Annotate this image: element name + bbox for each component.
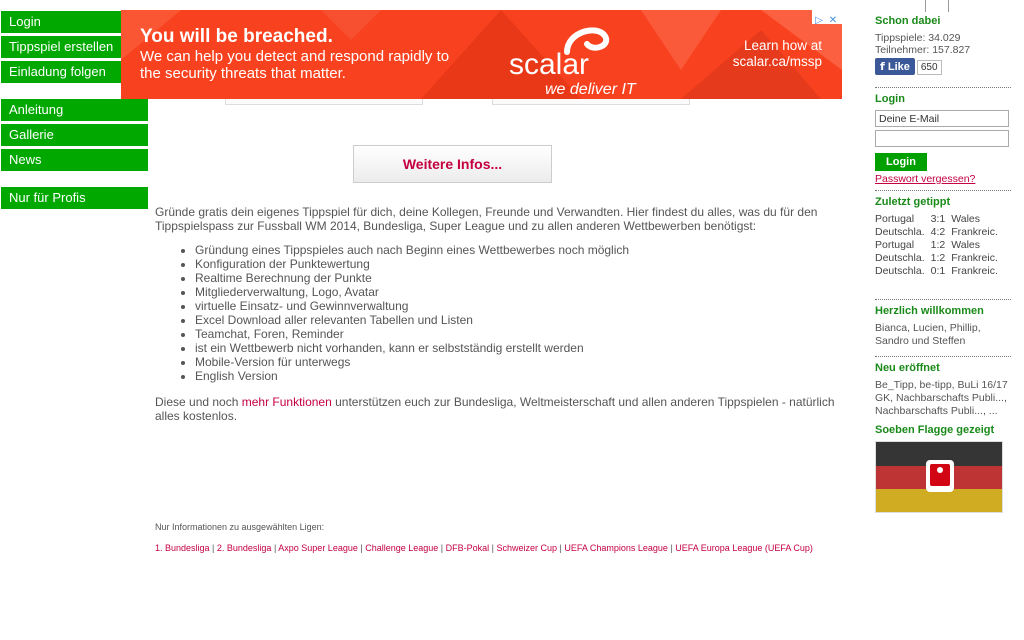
facebook-icon: f	[880, 60, 885, 73]
list-item: • Mitgliederverwaltung, Logo, Avatar	[195, 285, 629, 299]
ad-banner[interactable]	[121, 10, 842, 99]
close-icon[interactable]: ✕	[828, 15, 838, 26]
tip-score: 1:2	[930, 239, 946, 251]
welcome-panel	[875, 305, 1011, 348]
table-row	[875, 239, 1004, 252]
table-row	[875, 213, 1004, 226]
table-row	[875, 226, 1004, 239]
facebook-like-label: Like	[887, 61, 910, 73]
ad-choices[interactable]	[812, 10, 842, 24]
list-item: • Mobile-Version für unterwegs	[195, 355, 629, 369]
outro-text	[155, 395, 855, 423]
flag-graphic	[876, 442, 1002, 512]
tippspiele-count: Tippspiele: 34.029	[875, 32, 961, 44]
league-link-bundesliga-1[interactable]: 1. Bundesliga	[155, 543, 210, 553]
tip-home: Deutschla.	[875, 252, 925, 264]
nav-einladung-folgen[interactable]: Einladung folgen	[1, 61, 148, 83]
list-item: • English Version	[195, 369, 629, 383]
facebook-like-button[interactable]	[875, 58, 915, 75]
recent-tips-table	[875, 213, 1004, 278]
main-nav-middle	[1, 99, 148, 174]
table-row	[875, 265, 1004, 278]
tip-score: 1:2	[930, 252, 946, 264]
welcome-heading: Herzlich willkommen	[875, 305, 984, 317]
tip-home: Deutschla.	[875, 265, 925, 277]
list-item: • virtuelle Einsatz- und Gewinnverwaltung	[195, 299, 629, 313]
ad-cta-line1: Learn how at	[743, 38, 822, 53]
email-field[interactable]	[875, 110, 1009, 127]
league-link-dfb-pokal[interactable]: DFB-Pokal	[445, 543, 490, 553]
facebook-like-count: 650	[917, 60, 942, 75]
tip-home: Portugal	[875, 239, 915, 251]
ad-cta[interactable]	[733, 38, 822, 70]
ad-subtext: We can help you detect and respond rapidly to the security threats that matter.	[140, 48, 450, 82]
sidebar-divider	[875, 190, 1011, 191]
leagues-links: 1. Bundesliga | 2. Bundesliga | Axpo Super League | Challenge League | DFB-Pokal | Schweizer Cup | UEFA Champions League | UEFA Europa League (UEFA Cup)	[155, 543, 813, 553]
login-panel	[875, 93, 1011, 185]
tip-away: Frankreic.	[951, 252, 998, 264]
feature-list	[155, 243, 629, 383]
nav-gallerie[interactable]: Gallerie	[1, 124, 148, 146]
ad-cta-line2: scalar.ca/mssp	[732, 54, 822, 69]
zuletzt-getippt-heading: Zuletzt getippt	[875, 196, 951, 208]
password-field[interactable]	[875, 130, 1009, 147]
leagues-footnote: Nur Informationen zu ausgewählten Ligen:	[155, 522, 325, 532]
stats-panel	[875, 15, 1011, 75]
flag-panel	[875, 424, 1011, 513]
table-row	[875, 252, 1004, 265]
top-marks	[925, 0, 949, 12]
league-link-europa-league[interactable]: UEFA Europa League (UEFA Cup)	[675, 543, 813, 553]
schon-dabei-heading: Schon dabei	[875, 15, 941, 27]
tip-score: 3:1	[930, 213, 946, 225]
list-item: • Excel Download aller relevanten Tabellen und Listen	[195, 313, 629, 327]
league-link-axpo[interactable]: Axpo Super League	[278, 543, 358, 553]
neu-eroeffnet-heading: Neu eröffnet	[875, 362, 940, 374]
list-item: • ist ein Wettbewerb nicht vorhanden, kann er selbstständig erstellt werden	[195, 341, 629, 355]
league-link-bundesliga-2[interactable]: 2. Bundesliga	[216, 543, 272, 553]
intro-text: Gründe gratis dein eigenes Tippspiel für dich, deine Kollegen, Freunde und Verwandten. Hier findest du alles, was du für den Tippspielspass zur Fussball WM 2014, Bundesliga, Super League und zu allen anderen Wettbewerben benötigst:	[155, 205, 818, 233]
forgot-password-link[interactable]: Passwort vergessen?	[875, 173, 976, 185]
tip-home: Deutschla.	[875, 226, 925, 238]
ad-brand: scalar	[509, 48, 590, 81]
recent-tips-panel	[875, 196, 1011, 278]
new-games-list: Be_Tipp, be-tipp, BuLi 16/17 GK, Nachbarschafts Publi..., Nachbarschafts Publi..., ...	[875, 379, 1008, 417]
mehr-funktionen-link[interactable]: mehr Funktionen	[241, 395, 332, 409]
list-item: • Konfiguration der Punktewertung	[195, 257, 629, 271]
main-nav-profi	[1, 187, 148, 212]
weitere-infos-button[interactable]: Weitere Infos...	[353, 145, 552, 183]
ad-logo	[509, 22, 649, 98]
nav-tippspiel-erstellen[interactable]: Tippspiel erstellen	[1, 36, 148, 58]
login-heading: Login	[875, 93, 905, 105]
tip-home: Portugal	[875, 213, 915, 225]
nav-login[interactable]: Login	[1, 11, 148, 33]
sidebar-divider	[875, 299, 1011, 300]
bundesliga-flag-image[interactable]	[875, 441, 1003, 513]
list-item: • Teamchat, Foren, Reminder	[195, 327, 629, 341]
list-item: • Gründung eines Tippspieles auch nach Beginn eines Wettbewerbes noch möglich	[195, 243, 629, 257]
flagge-heading: Soeben Flagge gezeigt	[875, 424, 995, 436]
tip-away: Wales	[951, 213, 981, 225]
ad-tagline: we deliver IT	[545, 81, 636, 98]
adchoices-icon[interactable]: ▷	[815, 15, 823, 26]
league-link-challenge[interactable]: Challenge League	[365, 543, 439, 553]
nav-news[interactable]: News	[1, 149, 148, 171]
outro-after: unterstützen euch zur Bundesliga, Weltmeisterschaft und allen anderen Tippspielen - natürlich alles kostenlos.	[155, 395, 835, 423]
login-button[interactable]: Login	[875, 153, 927, 171]
ad-headline: You will be breached.	[140, 26, 333, 47]
tip-away: Wales	[951, 239, 981, 251]
league-link-champions-league[interactable]: UEFA Champions League	[564, 543, 668, 553]
tip-score: 4:2	[930, 226, 946, 238]
sidebar-divider	[875, 87, 1011, 88]
tip-away: Frankreic.	[951, 226, 998, 238]
list-item: • Realtime Berechnung der Punkte	[195, 271, 629, 285]
tip-score: 0:1	[930, 265, 946, 277]
tip-away: Frankreic.	[951, 265, 998, 277]
facebook-like	[875, 58, 1011, 75]
outro-before: Diese und noch	[155, 395, 242, 409]
league-link-schweizer-cup[interactable]: Schweizer Cup	[496, 543, 558, 553]
nav-nur-fuer-profis[interactable]: Nur für Profis	[1, 187, 148, 209]
welcome-names: Bianca, Lucien, Phillip, Sandro und Steffen	[875, 322, 981, 347]
new-games-panel	[875, 362, 1011, 418]
nav-anleitung[interactable]: Anleitung	[1, 99, 148, 121]
teilnehmer-count: Teilnehmer: 157.827	[875, 44, 971, 56]
sidebar-divider	[875, 356, 1011, 357]
